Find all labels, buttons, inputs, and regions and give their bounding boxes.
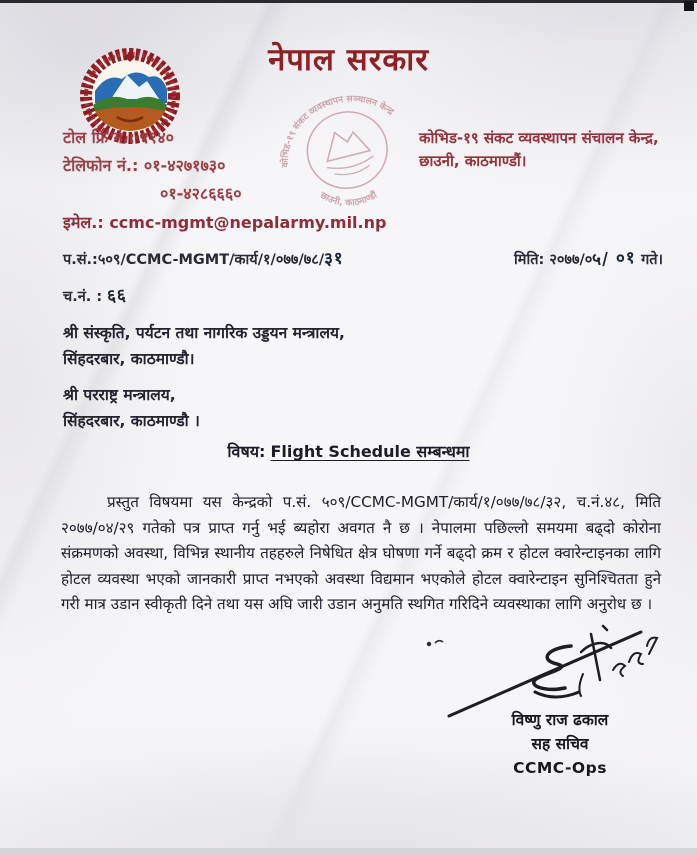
dispatch-number [63, 283, 127, 306]
reference-row [63, 246, 663, 269]
svg-text:कोभिड-१९ संकट व्यवस्थापन सञ्चा: कोभिड-१९ संकट व्यवस्थापन सञ्चालन केन्द्र [280, 94, 396, 168]
addressee-ministry-tourism [63, 320, 345, 372]
ref-number-printed: प.सं.:५०९/CCMC-MGMT/कार्य/१/०७७/७८/ [63, 252, 325, 268]
signatory-designation: सह सचिव [531, 735, 589, 753]
ref-number-handwritten: ३१ [323, 248, 345, 270]
subject-label: विषय: [227, 442, 266, 461]
subject-line [0, 440, 697, 462]
addressee-1-address: सिंहदरबार, काठमाण्डौ। [63, 350, 195, 368]
date-printed: मिति: २०७७/० [514, 252, 593, 268]
telephone-line-2: ०१-४२८६६६० [160, 184, 242, 203]
body-paragraph: प्रस्तुत विषयमा यस केन्द्रको प.सं. ५०९/CCMC-MGMT/कार्य/१/०७७/७८/३२, च.नं.४८, मिति २०७७/०४/२९ गतेको पत्र प्राप्त गर्नु भई ब्यहोरा अवगत नै छ । नेपालमा पछिल्लो समयमा बढ्दो कोरोना संक्रमणको अवस्था, विभिन्न स्थानीय तहहरुले निषेधित क्षेत्र घोषणा गर्ने बढ्दो क्रम र होटल क्वारेन्टाइनका लागि होटल व्यवस्था भएको जानकारी प्राप्त नभएको अवस्था विद्यमान भएकोले होटल क्वारेन्टाइन सुनिश्चितता हुने गरी मात्र उडान स्वीकृती दिने तथा यस अघि जारी उडान अनुमति स्थगित गरिदिने व्यवस्थाका लागि अनुरोध छ । [61, 493, 661, 614]
government-title: नेपाल सरकार [268, 42, 429, 78]
date-suffix: गते। [641, 252, 663, 268]
ref-number [63, 246, 344, 269]
org-name-block [419, 127, 691, 173]
addressee-2-address: सिंहदरबार, काठमाण्डौ । [63, 412, 200, 430]
signature-block [470, 708, 650, 780]
scan-corner-mark [684, 1, 694, 11]
letterhead-contact-block [63, 124, 386, 237]
addressee-1-name: श्री संस्कृति, पर्यटन तथा नागरिक उड्डयन मन्त्रालय, [63, 324, 345, 342]
addressee-2-name: श्री परराष्ट्र मन्त्रालय, [63, 386, 176, 404]
dispatch-handwritten: ६६ [106, 285, 128, 307]
signatory-unit: CCMC-Ops [513, 759, 607, 777]
toll-free-line: टोल फ्रि नं.: ११४० [63, 128, 174, 147]
signatory-name: विष्णु राज ढकाल [511, 711, 609, 729]
org-name-line-2: छाउनी, काठमाण्डौं। [419, 152, 527, 170]
svg-text:छाउनी, काठमाण्डौं: छाउनी, काठमाण्डौं [318, 190, 379, 209]
scan-bottom-edge [0, 848, 697, 855]
dispatch-label: च.नं. : [63, 289, 103, 305]
telephone-line: टेलिफोन नं.: ०१-४२७१७३० [63, 156, 226, 175]
scan-top-edge [0, 0, 697, 3]
org-name-line-1: कोभिड-१९ संकट व्यवस्थापन संचालन केन्द्र, [419, 129, 659, 147]
email-line: इमेल.: ccmc-mgmt@nepalarmy.mil.np [63, 213, 387, 232]
letter-date [514, 246, 663, 269]
subject-text: Flight Schedule सम्बन्धमा [270, 442, 470, 461]
date-handwritten: ५/ ०१ [591, 247, 637, 271]
addressee-ministry-foreign [63, 382, 200, 434]
